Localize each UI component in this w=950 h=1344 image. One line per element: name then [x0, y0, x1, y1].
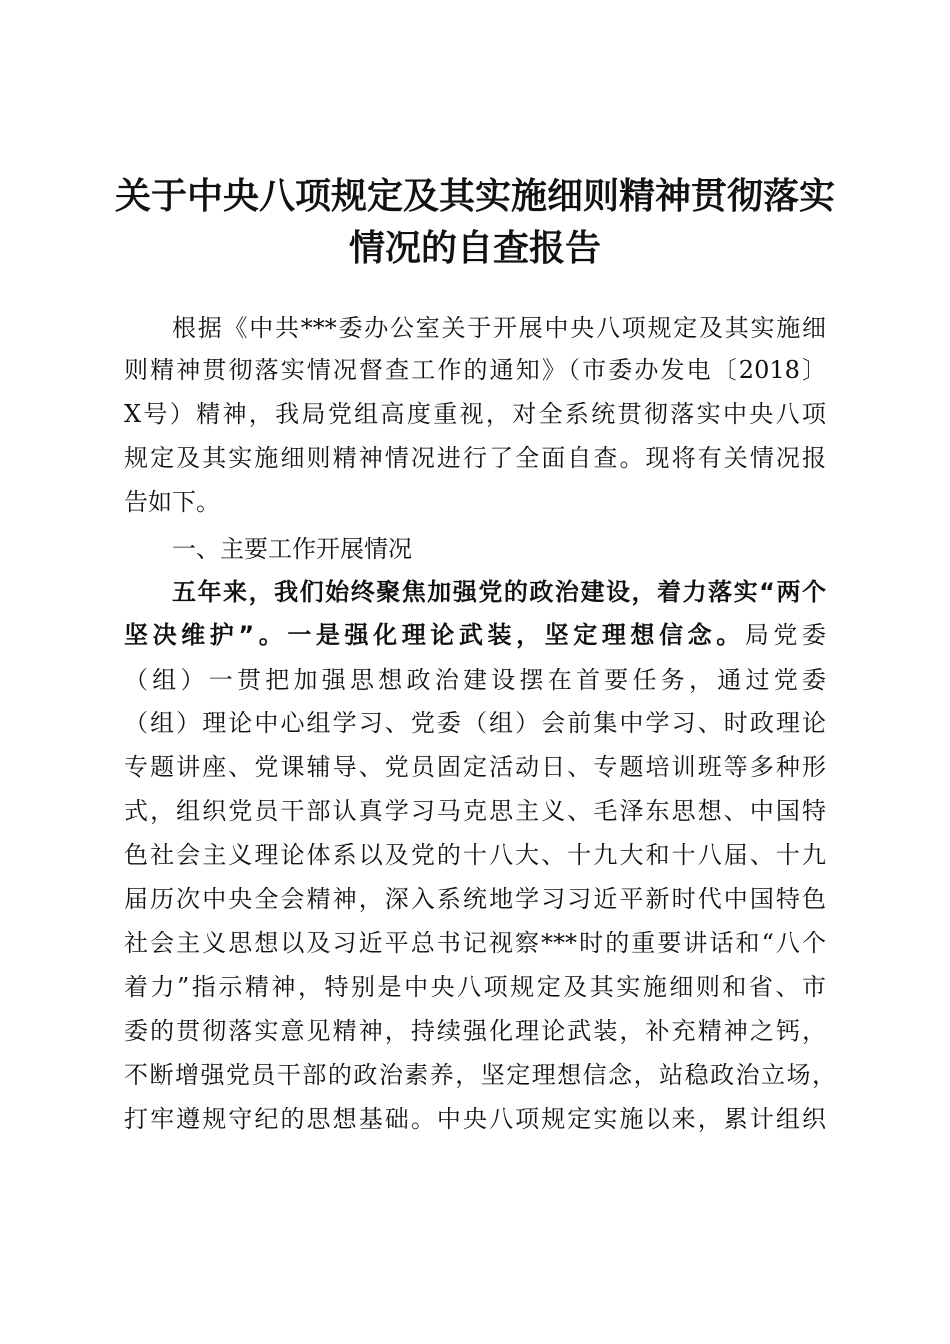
intro-line: X号）精神，我局党组高度重视，对全系统贯彻落实中央八项 [124, 400, 826, 428]
body-line: 色社会主义理论体系以及党的十八大、十九大和十八届、十九 [124, 841, 826, 869]
body-line: 专题讲座、党课辅导、党员固定活动日、专题培训班等多种形 [124, 753, 826, 781]
body-line: 届历次中央全会精神，深入系统地学习习近平新时代中国特色 [124, 885, 826, 913]
section-heading: 一、主要工作开展情况 [172, 535, 412, 563]
body-line: 委的贯彻落实意见精神，持续强化理论武装，补充精神之钙， [124, 1017, 826, 1045]
body-line: 社会主义思想以及习近平总书记视察***时的重要讲话和“八个 [124, 929, 826, 957]
body-line-second [124, 620, 826, 650]
intro-line: 则精神贯彻落实情况督查工作的通知》（市委办发电〔2018〕 [124, 356, 826, 384]
title-line: 情况的自查报告 [348, 227, 601, 269]
body-bold-start: 坚决维护”。 [124, 621, 288, 649]
body-line: （组）理论中心组学习、党委（组）会前集中学习、时政理论 [124, 709, 826, 737]
emphasis-phrase: 一是强化理论武装，坚定理想信念。 [287, 621, 745, 649]
body-line: （组）一贯把加强思想政治建设摆在首要任务，通过党委 [124, 666, 826, 694]
intro-line: 告如下。 [124, 488, 220, 516]
body-line: 打牢遵规守纪的思想基础。中央八项规定实施以来，累计组织 [124, 1105, 826, 1133]
body-line: 式，组织党员干部认真学习马克思主义、毛泽东思想、中国特 [124, 797, 826, 825]
title-line: 关于中央八项规定及其实施细则精神贯彻落实 [114, 175, 835, 217]
body-line: 着力”指示精神，特别是中央八项规定及其实施细则和省、市 [124, 973, 826, 1001]
body-plain-end: 局党委 [744, 621, 826, 649]
body-line: 不断增强党员干部的政治素养，坚定理想信念，站稳政治立场， [124, 1061, 836, 1089]
document-title [110, 170, 840, 274]
intro-line: 根据《中共***委办公室关于开展中央八项规定及其实施细 [172, 314, 826, 342]
body-line-first: 五年来，我们始终聚焦加强党的政治建设，着力落实“两个 [172, 578, 826, 606]
intro-line: 规定及其实施细则精神情况进行了全面自查。现将有关情况报 [124, 444, 826, 472]
